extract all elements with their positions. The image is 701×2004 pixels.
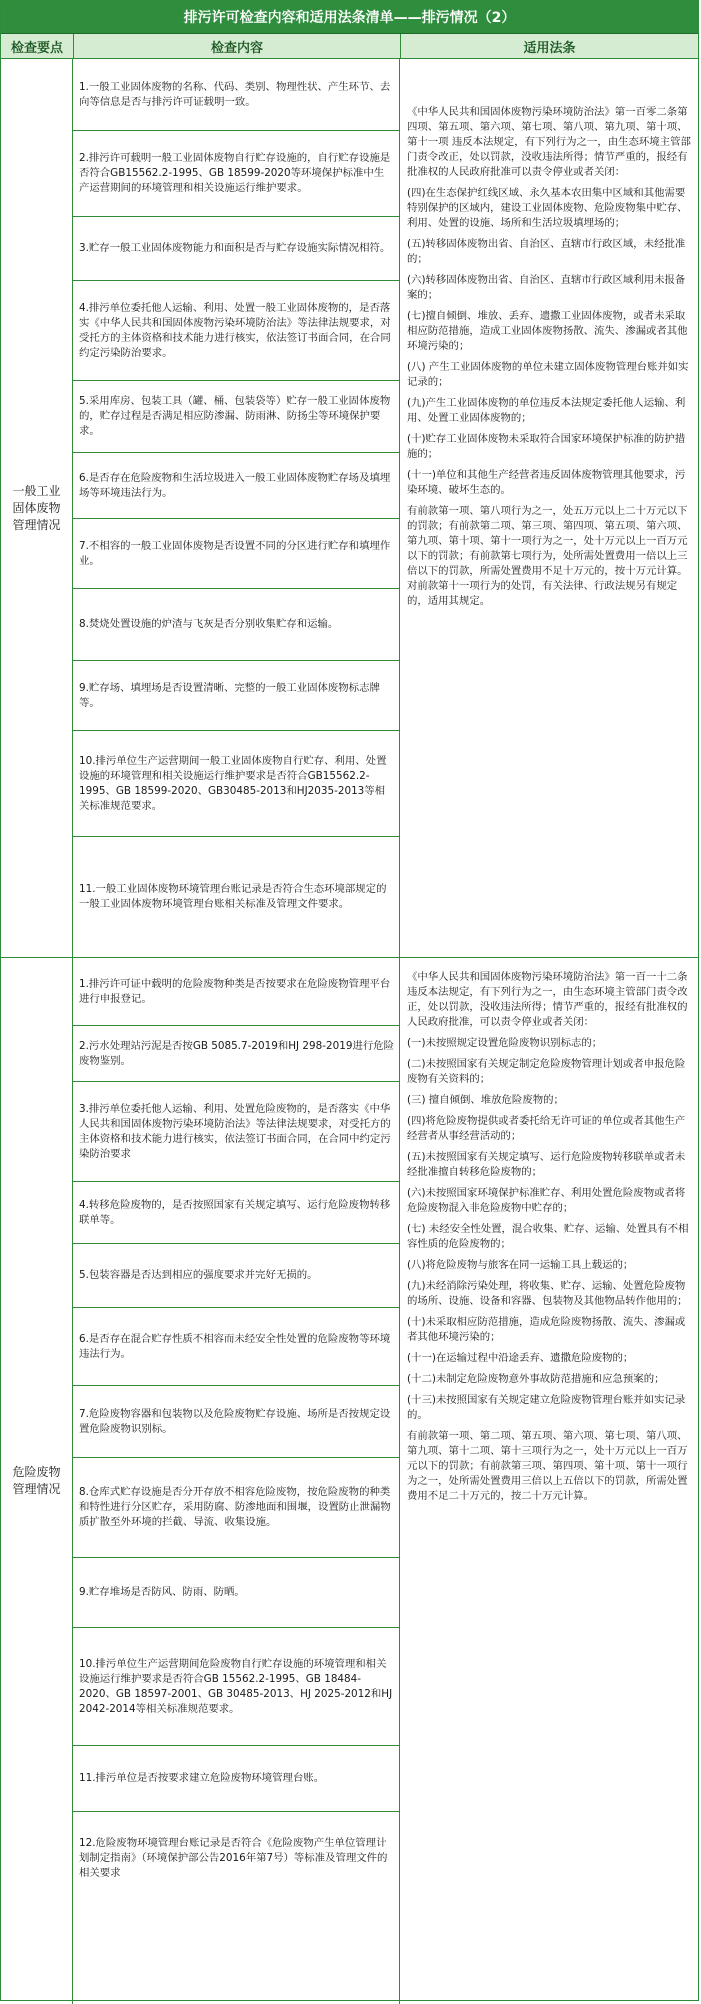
check-item: 5.包装容器是否达到相应的强度要求并完好无损的。 [73,1244,399,1308]
law-paragraph: (五)未按照国家有关规定填写、运行危险废物转移联单或者未经批准擅自转移危险废物的； [407,1151,686,1178]
check-item: 12.危险废物环境管理台账记录是否符合《危险废物产生单位管理计划制定指南》（环境保护部公告2016年第7号）等标准及管理文件的相关要求 [79,1836,388,1879]
check-item: 4.排污单位委托他人运输、利用、处置一般工业固体废物的，是否落实《中华人民共和国固体废物污染环境防治法》等法律法规要求，对受托方的主体资格和技术能力进行核实，依法签订书面合同，在合同约定污染防治要求。 [73,281,399,381]
check-item: 8.焚烧处置设施的炉渣与飞灰是否分别收集贮存和运输。 [73,589,399,661]
check-items-list [73,958,400,2004]
law-paragraph: (三) 擅自倾倒、堆放危险废物的； [407,1094,564,1106]
check-item: 9.贮存场、填埋场是否设置清晰、完整的一般工业固体废物标志牌等。 [73,661,399,731]
law-paragraph: (七) 未经安全性处置，混合收集、贮存、运输、处置具有不相容性质的危险废物的； [407,1223,689,1250]
section-general-solid-waste [1,59,698,958]
law-paragraph: (十)未采取相应防范措施，造成危险废物扬散、流失、渗漏或者其他环境污染的； [407,1316,686,1343]
check-item: 5.采用库房、包装工具（罐、桶、包装袋等）贮存一般工业固体废物的，贮存过程是否满足相应防渗漏、防雨淋、防扬尘等环境保护要求。 [73,381,399,453]
check-item: 1.一般工业固体废物的名称、代码、类别、物理性状、产生环节、去向等信息是否与排污许可证载明一致。 [73,59,399,131]
law-paragraph: (二)未按照国家有关规定制定危险废物管理计划或者申报危险废物有关资料的； [407,1058,686,1085]
law-paragraph: (五)转移固体废物出省、自治区、直辖市行政区域，未经批准的； [407,238,686,265]
check-item: 10.排污单位生产运营期间危险废物自行贮存设施的环境管理和相关设施运行维护要求是否符合GB 15562.2-1995、GB 18484-2020、GB 18597-2001、GB 30485-2013、HJ 2025-2012和HJ 2042-2014等相关标准规范要求。 [73,1628,399,1746]
applicable-law [400,958,698,2004]
applicable-law [400,59,698,957]
page-title: 排污许可检查内容和适用法条清单——排污情况（2） [1,1,698,34]
law-paragraph: (六)未按照国家环境保护标准贮存、利用处置危险废物或者将危险废物混入非危险废物中贮存的； [407,1187,686,1214]
check-item: 8.仓库式贮存设施是否分开存放不相容危险废物，按危险废物的种类和特性进行分区贮存，采用防腐、防渗地面和围堰，设置防止泄漏物质扩散至外环境的拦截、导流、收集设施。 [73,1458,399,1558]
law-paragraph: (四)将危险废物提供或者委托给无许可证的单位或者其他生产经营者从事经营活动的； [407,1115,686,1142]
check-item: 6.是否存在危险废物和生活垃圾进入一般工业固体废物贮存场及填埋场等环境违法行为。 [73,453,399,519]
law-paragraph: 有前款第一项、第二项、第五项、第六项、第七项、第八项、第九项、第十二项、第十三项行为之一，处十万元以上一百万元以下的罚款；有前款第三项、第四项、第十项、第十一项行为之一，处所需处置费用三倍以上五倍以下的罚款，所需处置费用不足二十万元的，按二十万元计算。 [407,1430,688,1502]
law-paragraph: (四)在生态保护红线区域、永久基本农田集中区域和其他需要特别保护的区域内，建设工业固体废物、危险废物集中贮存、利用、处置的设施、场所和生活垃圾填埋场的； [407,187,688,229]
law-paragraph: 《中华人民共和国固体废物污染环境防治法》第一百零二条第四项、第五项、第六项、第七项、第八项、第九项、第十项、第十一项 违反本法规定，有下列行为之一，由生态环境主管部门责令改正，处以罚款，没收违法所得；情节严重的，报经有批准权的人民政府批准可以责令停业或者关闭： [407,106,691,178]
header-check-content: 检查内容 [74,34,401,58]
check-item: 3.排污单位委托他人运输、利用、处置危险废物的，是否落实《中华人民共和国固体废物污染环境防治法》等法律法规要求，对受托方的主体资格和技术能力进行核实，依法签订书面合同，在合同中约定污染防治要求 [73,1082,399,1182]
check-item: 10.排污单位生产运营期间一般工业固体废物自行贮存、利用、处置设施的环境管理和相关设施运行维护要求是否符合GB15562.2-1995、GB 18599-2020、GB30485-2013和HJ2035-2013等相关标准规范要求。 [73,731,399,837]
section-label: 危险废物管理情况 [1,958,73,2004]
law-paragraph: (六)转移固体废物出省、自治区、直辖市行政区域利用未报备案的； [407,274,686,301]
table-header [1,34,698,59]
check-item: 11.排污单位是否按要求建立危险废物环境管理台账。 [73,1746,399,1812]
check-item: 2.污水处理站污泥是否按GB 5085.7-2019和HJ 298-2019进行危险废物鉴别。 [73,1026,399,1082]
check-item: 11.一般工业固体废物环境管理台账记录是否符合生态环境部规定的一般工业固体废物环境管理台账相关标准及管理文件要求。 [79,883,387,910]
check-item: 4.转移危险废物的，是否按照国家有关规定填写、运行危险废物转移联单等。 [73,1182,399,1244]
check-items-list [73,59,400,957]
law-paragraph: (七)擅自倾倒、堆放、丢弃、遗撒工业固体废物，或者未采取相应防范措施，造成工业固体废物扬散、流失、渗漏或者其他环境污染的； [407,310,688,352]
law-paragraph: (十一)单位和其他生产经营者违反固体废物管理其他要求，污染环境、破坏生态的。 [407,469,686,496]
law-paragraph: (一)未按照规定设置危险废物识别标志的； [407,1037,603,1049]
law-paragraph: (十)贮存工业固体废物未采取符合国家环境保护标准的防护措施的； [407,433,686,460]
header-applicable-law: 适用法条 [523,40,576,56]
law-paragraph: (九)未经消除污染处理，将收集、贮存、运输、处置危险废物的场所、设施、设备和容器、包装物及其他物品转作他用的； [407,1280,688,1307]
check-item: 2.排污许可载明一般工业固体废物自行贮存设施的，自行贮存设施是否符合GB15562.2-1995、GB 18599-2020等环境保护标准中生产运营期间的环境管理和相关设施运行维护要求。 [73,131,399,217]
law-paragraph: (十三)未按照国家有关规定建立危险废物管理台账并如实记录的。 [407,1394,686,1421]
law-paragraph: (十二)未制定危险废物意外事故防范措施和应急预案的； [407,1373,665,1385]
check-item: 6.是否存在混合贮存性质不相容而未经安全性处置的危险废物等环境违法行为。 [73,1308,399,1386]
check-item: 3.贮存一般工业固体废物能力和面积是否与贮存设施实际情况相符。 [73,217,399,281]
check-item: 7.危险废物容器和包装物以及危险废物贮存设施、场所是否按规定设置危险废物识别标。 [73,1386,399,1458]
law-paragraph: 有前款第一项、第八项行为之一，处五万元以上二十万元以下的罚款；有前款第二项、第三项、第四项、第五项、第六项、第九项、第十项、第十一项行为之一，处十万元以上一百万元以下的罚款；有前款第七项行为，处所需处置费用一倍以上三倍以下的罚款，所需处置费用不足十万元的，按十万元计算。对前款第十一项行为的处罚，有关法律、行政法规另有规定的，适用其规定。 [407,505,688,607]
law-paragraph: (八) 产生工业固体废物的单位未建立固体废物管理台账并如实记录的； [407,361,689,388]
section-label: 一般工业固体废物管理情况 [1,59,73,957]
check-item: 1.排污许可证中载明的危险废物种类是否按要求在危险废物管理平台进行申报登记。 [73,958,399,1026]
law-paragraph: (十一)在运输过程中沿途丢弃、遗撒危险废物的； [407,1352,634,1364]
check-item: 9.贮存堆场是否防风、防雨、防晒。 [73,1558,399,1628]
law-paragraph: 《中华人民共和国固体废物污染环境防治法》第一百一十二条 违反本法规定，有下列行为之一，由生态环境主管部门责令改正，处以罚款，没收违法所得；情节严重的，报经有批准权的人民政府批准，可以责令停业或者关闭： [407,971,688,1028]
check-item: 7.不相容的一般工业固体废物是否设置不同的分区进行贮存和填埋作业。 [73,519,399,589]
header-check-point: 检查要点 [1,34,74,58]
section-hazardous-waste [1,958,698,2004]
law-paragraph: (八)将危险废物与旅客在同一运输工具上载运的； [407,1259,634,1271]
law-paragraph: (九)产生工业固体废物的单位违反本法规定委托他人运输、利用、处置工业固体废物的； [407,397,686,424]
